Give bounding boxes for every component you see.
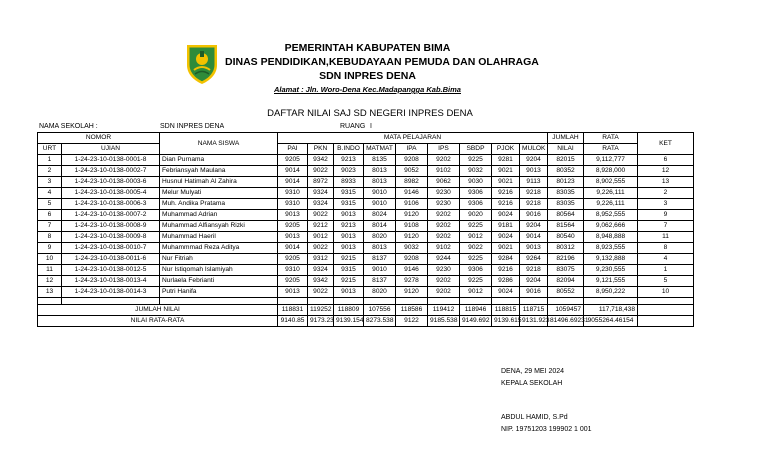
- row-score: 9120: [396, 232, 428, 243]
- header-nomor: NOMOR: [38, 133, 160, 144]
- row-score: 9022: [308, 210, 334, 221]
- row-rata: 9,230,555: [584, 265, 638, 276]
- row-score: 9013: [334, 210, 364, 221]
- row-score: 9216: [492, 199, 520, 210]
- total-score: 118715: [520, 305, 548, 316]
- row-score: 9208: [396, 155, 428, 166]
- row-score: 9014: [520, 232, 548, 243]
- average-score: 9185.538: [428, 316, 460, 327]
- row-jumlah: 80312: [548, 243, 584, 254]
- row-jumlah: 80540: [548, 232, 584, 243]
- row-score: 9225: [460, 254, 492, 265]
- row-exam-number: 1-24-23-10-0138-0007-2: [62, 210, 160, 221]
- row-score: 9013: [334, 287, 364, 298]
- table-row: [38, 221, 694, 232]
- table-row: [38, 210, 694, 221]
- row-score: 9216: [492, 188, 520, 199]
- row-score: 9020: [460, 210, 492, 221]
- row-score: 9010: [364, 265, 396, 276]
- row-jumlah: 82094: [548, 276, 584, 287]
- row-ket: 9: [638, 210, 694, 221]
- header-department: DINAS PENDIDIKAN,KEBUDAYAAN PEMUDA DAN OLAHRAGA: [225, 56, 539, 68]
- header-subject: IPA: [396, 144, 428, 155]
- row-score: 9306: [460, 265, 492, 276]
- row-score: 9012: [460, 287, 492, 298]
- header-address: Alamat : Jln. Woro-Dena Kec.Madapangga Kab.Bima: [274, 85, 461, 94]
- average-score: 8273.538: [364, 316, 396, 327]
- row-urt: 7: [38, 221, 62, 232]
- row-ket: 8: [638, 243, 694, 254]
- row-score: 9310: [278, 265, 308, 276]
- total-score: 119252: [308, 305, 334, 316]
- row-exam-number: 1-24-23-10-0138-0014-3: [62, 287, 160, 298]
- header-subject: IPS: [428, 144, 460, 155]
- table-row: [38, 166, 694, 177]
- row-score: 9052: [396, 166, 428, 177]
- signature-name: ABDUL HAMID, S.Pd: [501, 414, 568, 421]
- row-ket: 4: [638, 254, 694, 265]
- row-score: 9010: [364, 188, 396, 199]
- row-score: 8972: [308, 177, 334, 188]
- table-row: [38, 199, 694, 210]
- kabupaten-bima-logo-icon: [185, 43, 219, 85]
- row-score: 9213: [334, 221, 364, 232]
- header-ujian: UJIAN: [62, 144, 160, 155]
- school-name-label: NAMA SEKOLAH :: [39, 123, 98, 130]
- row-score: 9213: [334, 155, 364, 166]
- row-score: 8013: [364, 177, 396, 188]
- row-exam-number: 1-24-23-10-0138-0005-4: [62, 188, 160, 199]
- row-urt: 2: [38, 166, 62, 177]
- row-score: 9012: [308, 232, 334, 243]
- row-score: 9315: [334, 199, 364, 210]
- row-score: 9204: [520, 276, 548, 287]
- table-row: [38, 177, 694, 188]
- total-score: 119412: [428, 305, 460, 316]
- row-score: 9062: [428, 177, 460, 188]
- row-urt: 13: [38, 287, 62, 298]
- average-score: 9173.23: [308, 316, 334, 327]
- row-score: 8013: [364, 166, 396, 177]
- row-score: 9284: [492, 254, 520, 265]
- row-score: 9225: [460, 276, 492, 287]
- school-name-value: SDN INPRES DENA: [160, 123, 225, 130]
- row-score: 9014: [278, 177, 308, 188]
- row-score: 8982: [396, 177, 428, 188]
- jumlah-nilai-label: JUMLAH NILAI: [38, 305, 278, 316]
- table-row: [38, 243, 694, 254]
- row-score: 8013: [364, 243, 396, 254]
- row-ket: 2: [638, 188, 694, 199]
- row-score: 9023: [334, 166, 364, 177]
- row-score: 9216: [492, 265, 520, 276]
- header-nama-siswa: NAMA SISWA: [160, 133, 278, 155]
- row-ket: 10: [638, 287, 694, 298]
- row-exam-number: 1-24-23-10-0138-0003-6: [62, 177, 160, 188]
- room-value: I: [370, 123, 372, 130]
- average-jumlah: 81496.69231: [548, 316, 584, 327]
- row-score: 9014: [278, 243, 308, 254]
- row-student-name: Nur Istiqomah Islamiyah: [160, 265, 278, 276]
- row-ket: 3: [638, 199, 694, 210]
- row-score: 9306: [460, 188, 492, 199]
- row-student-name: Dian Purnama: [160, 155, 278, 166]
- row-score: 9281: [492, 155, 520, 166]
- row-score: 9022: [308, 243, 334, 254]
- nilai-rata-rata-row: [38, 316, 694, 327]
- row-score: 9324: [308, 188, 334, 199]
- average-score: 9139.615: [492, 316, 520, 327]
- row-score: 9225: [460, 221, 492, 232]
- row-rata: 9,121,555: [584, 276, 638, 287]
- row-score: 9181: [492, 221, 520, 232]
- header-subject: MATMAT: [364, 144, 396, 155]
- row-exam-number: 1-24-23-10-0138-0006-3: [62, 199, 160, 210]
- row-ket: 12: [638, 166, 694, 177]
- table-row: [38, 265, 694, 276]
- row-urt: 11: [38, 265, 62, 276]
- row-student-name: Husnul Hatimah Al Zahira: [160, 177, 278, 188]
- row-rata: 8,948,888: [584, 232, 638, 243]
- row-score: 9021: [492, 166, 520, 177]
- row-exam-number: 1-24-23-10-0138-0002-7: [62, 166, 160, 177]
- total-score: 118586: [396, 305, 428, 316]
- row-urt: 10: [38, 254, 62, 265]
- row-score: 9315: [334, 188, 364, 199]
- header-subject: PKN: [308, 144, 334, 155]
- row-score: 8933: [334, 177, 364, 188]
- jumlah-nilai-row: [38, 305, 694, 316]
- row-rata: 9,226,111: [584, 188, 638, 199]
- row-score: 9013: [278, 232, 308, 243]
- row-score: 9013: [520, 243, 548, 254]
- row-jumlah: 80123: [548, 177, 584, 188]
- total-score: 118815: [492, 305, 520, 316]
- row-score: 9306: [460, 199, 492, 210]
- row-score: 8137: [364, 276, 396, 287]
- row-rata: 9,062,666: [584, 221, 638, 232]
- row-score: 9204: [520, 221, 548, 232]
- row-rata: 8,950,222: [584, 287, 638, 298]
- row-score: 9215: [334, 276, 364, 287]
- row-score: 9014: [278, 166, 308, 177]
- row-student-name: Muhammad Haeril: [160, 232, 278, 243]
- row-student-name: Putri Hanifa: [160, 287, 278, 298]
- row-exam-number: 1-24-23-10-0138-0013-4: [62, 276, 160, 287]
- table-row: [38, 188, 694, 199]
- row-score: 9310: [278, 199, 308, 210]
- row-score: 9202: [428, 221, 460, 232]
- row-ket: 13: [638, 177, 694, 188]
- row-score: 9016: [520, 210, 548, 221]
- total-score: 107556: [364, 305, 396, 316]
- row-score: 9024: [492, 232, 520, 243]
- room-label: RUANG: [340, 123, 366, 130]
- row-score: 9102: [428, 243, 460, 254]
- row-score: 9315: [334, 265, 364, 276]
- header-subject: MULOK: [520, 144, 548, 155]
- row-score: 9204: [520, 155, 548, 166]
- table-row: [38, 287, 694, 298]
- header-subject: B.INDO: [334, 144, 364, 155]
- header-government: PEMERINTAH KABUPATEN BIMA: [284, 42, 451, 54]
- row-student-name: Febriansyah Maulana: [160, 166, 278, 177]
- row-score: 9202: [428, 210, 460, 221]
- row-rata: 8,923,555: [584, 243, 638, 254]
- row-urt: 6: [38, 210, 62, 221]
- row-score: 9218: [520, 265, 548, 276]
- row-score: 9324: [308, 265, 334, 276]
- total-jumlah: 1059457: [548, 305, 584, 316]
- row-score: 9212: [308, 221, 334, 232]
- row-score: 9286: [492, 276, 520, 287]
- row-score: 9113: [520, 177, 548, 188]
- row-score: 9016: [520, 287, 548, 298]
- row-score: 9010: [364, 199, 396, 210]
- average-score: 9122: [396, 316, 428, 327]
- row-score: 9202: [428, 155, 460, 166]
- row-score: 9230: [428, 265, 460, 276]
- row-score: 9032: [396, 243, 428, 254]
- row-score: 9013: [520, 166, 548, 177]
- row-urt: 8: [38, 232, 62, 243]
- row-score: 9208: [396, 254, 428, 265]
- row-score: 9013: [334, 232, 364, 243]
- total-score: 118809: [334, 305, 364, 316]
- row-jumlah: 81564: [548, 221, 584, 232]
- row-jumlah: 80352: [548, 166, 584, 177]
- header-mata-pelajaran: MATA PELAJARAN: [278, 133, 548, 144]
- row-urt: 9: [38, 243, 62, 254]
- row-exam-number: 1-24-23-10-0138-0011-6: [62, 254, 160, 265]
- row-exam-number: 1-24-23-10-0138-0009-8: [62, 232, 160, 243]
- signature-nip: NIP. 19751203 199902 1 001: [501, 426, 592, 433]
- average-score: 9149.692: [460, 316, 492, 327]
- row-urt: 4: [38, 188, 62, 199]
- row-score: 9205: [278, 221, 308, 232]
- row-score: 9205: [278, 276, 308, 287]
- row-score: 9022: [308, 287, 334, 298]
- row-student-name: Muhammmad Reza Aditya: [160, 243, 278, 254]
- nilai-rata-rata-label: NILAI RATA-RATA: [38, 316, 278, 327]
- header-subject: PJOK: [492, 144, 520, 155]
- row-student-name: Nur Fitriah: [160, 254, 278, 265]
- header-subject: PAI: [278, 144, 308, 155]
- header-rata: RATA: [584, 133, 638, 144]
- row-score: 9013: [278, 210, 308, 221]
- average-score: 9131.923: [520, 316, 548, 327]
- row-ket: 11: [638, 232, 694, 243]
- row-score: 9202: [428, 232, 460, 243]
- total-score: 118831: [278, 305, 308, 316]
- row-score: 9225: [460, 155, 492, 166]
- header-urt: URT: [38, 144, 62, 155]
- row-score: 9030: [460, 177, 492, 188]
- average-score: 9139.154: [334, 316, 364, 327]
- row-student-name: Muhammad Adrian: [160, 210, 278, 221]
- row-score: 9102: [428, 166, 460, 177]
- header-rata-2: RATA: [584, 144, 638, 155]
- row-exam-number: 1-24-23-10-0138-0010-7: [62, 243, 160, 254]
- average-rata: 9055264.46154: [584, 316, 638, 327]
- row-score: 8020: [364, 287, 396, 298]
- row-score: 9120: [396, 287, 428, 298]
- row-score: 9022: [460, 243, 492, 254]
- row-jumlah: 80564: [548, 210, 584, 221]
- row-score: 9013: [334, 243, 364, 254]
- row-score: 9244: [428, 254, 460, 265]
- row-score: 9342: [308, 155, 334, 166]
- row-urt: 5: [38, 199, 62, 210]
- row-score: 9108: [396, 221, 428, 232]
- row-jumlah: 82196: [548, 254, 584, 265]
- row-score: 9312: [308, 254, 334, 265]
- row-score: 9021: [492, 177, 520, 188]
- row-score: 8024: [364, 210, 396, 221]
- row-student-name: Muh. Andika Pratama: [160, 199, 278, 210]
- row-score: 9021: [492, 243, 520, 254]
- row-urt: 12: [38, 276, 62, 287]
- row-rata: 9,132,888: [584, 254, 638, 265]
- row-rata: 9,226,111: [584, 199, 638, 210]
- row-score: 9324: [308, 199, 334, 210]
- row-score: 8137: [364, 254, 396, 265]
- grades-table: [37, 132, 694, 327]
- header-subject: SBDP: [460, 144, 492, 155]
- row-score: 9012: [460, 232, 492, 243]
- row-score: 9202: [428, 276, 460, 287]
- row-score: 9215: [334, 254, 364, 265]
- row-score: 9205: [278, 254, 308, 265]
- row-score: 9264: [520, 254, 548, 265]
- row-score: 9024: [492, 287, 520, 298]
- row-student-name: Muhammad Alfiansyah Rizki: [160, 221, 278, 232]
- total-rata: 117,718,438: [584, 305, 638, 316]
- signature-date: DENA, 29 MEI 2024: [501, 368, 565, 375]
- row-score: 9230: [428, 188, 460, 199]
- row-jumlah: 83075: [548, 265, 584, 276]
- row-score: 9120: [396, 210, 428, 221]
- row-ket: 7: [638, 221, 694, 232]
- row-rata: 8,928,000: [584, 166, 638, 177]
- header-jumlah: JUMLAH: [548, 133, 584, 144]
- row-exam-number: 1-24-23-10-0138-0008-9: [62, 221, 160, 232]
- average-score: 9140.85: [278, 316, 308, 327]
- row-ket: 1: [638, 265, 694, 276]
- table-row: [38, 276, 694, 287]
- row-ket: 5: [638, 276, 694, 287]
- row-jumlah: 82015: [548, 155, 584, 166]
- row-score: 9022: [308, 166, 334, 177]
- header-nilai: NILAI: [548, 144, 584, 155]
- row-score: 8020: [364, 232, 396, 243]
- row-score: 9106: [396, 199, 428, 210]
- row-rata: 8,952,555: [584, 210, 638, 221]
- row-urt: 1: [38, 155, 62, 166]
- row-score: 9310: [278, 188, 308, 199]
- row-student-name: Nurlaela Febrianti: [160, 276, 278, 287]
- row-score: 9230: [428, 199, 460, 210]
- row-score: 8135: [364, 155, 396, 166]
- signature-role: KEPALA SEKOLAH: [501, 380, 563, 387]
- row-score: 9278: [396, 276, 428, 287]
- row-score: 9146: [396, 265, 428, 276]
- header-ket: KET: [638, 133, 694, 155]
- row-student-name: Melur Mulyati: [160, 188, 278, 199]
- sheet-title: DAFTAR NILAI SAJ SD NEGERI INPRES DENA: [267, 108, 473, 119]
- row-jumlah: 83035: [548, 188, 584, 199]
- total-score: 118946: [460, 305, 492, 316]
- row-score: 9146: [396, 188, 428, 199]
- row-ket: 6: [638, 155, 694, 166]
- row-exam-number: 1-24-23-10-0138-0012-5: [62, 265, 160, 276]
- row-urt: 3: [38, 177, 62, 188]
- row-exam-number: 1-24-23-10-0138-0001-8: [62, 155, 160, 166]
- row-score: 9032: [460, 166, 492, 177]
- row-score: 9218: [520, 188, 548, 199]
- row-jumlah: 83035: [548, 199, 584, 210]
- row-score: 9218: [520, 199, 548, 210]
- row-score: 8014: [364, 221, 396, 232]
- row-score: 9013: [278, 287, 308, 298]
- row-rata: 8,902,555: [584, 177, 638, 188]
- header-school: SDN INPRES DENA: [319, 70, 416, 82]
- table-row: [38, 155, 694, 166]
- row-jumlah: 80552: [548, 287, 584, 298]
- row-score: 9024: [492, 210, 520, 221]
- row-score: 9205: [278, 155, 308, 166]
- row-score: 9202: [428, 287, 460, 298]
- table-row: [38, 232, 694, 243]
- row-score: 9342: [308, 276, 334, 287]
- row-rata: 9,112,777: [584, 155, 638, 166]
- table-row: [38, 254, 694, 265]
